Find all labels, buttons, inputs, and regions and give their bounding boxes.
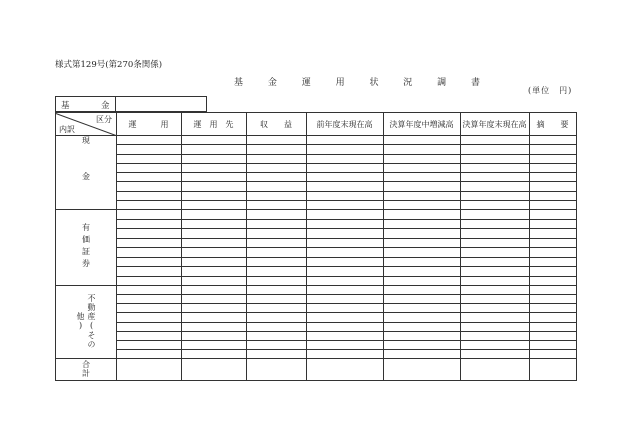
header-col-end-balance: 決算年度末現在高 [462, 119, 527, 129]
section-securities-label: 有価証券 [81, 223, 91, 271]
row-rule [116, 228, 576, 229]
row-rule [116, 340, 576, 341]
header-corner-category: 区分 [96, 115, 112, 124]
header-col-operation: 運 用 [128, 119, 169, 129]
header-rule [56, 135, 576, 136]
row-rule [116, 200, 576, 201]
row-rule [116, 219, 576, 220]
row-rule [116, 191, 576, 192]
row-rule [116, 276, 576, 277]
row-rule [116, 303, 576, 304]
row-rule [116, 144, 576, 145]
fund-label-char-1: 基 [61, 101, 70, 111]
form-number: 様式第129号(第270条関係) [55, 60, 163, 70]
fund-status-table [55, 112, 577, 381]
row-rule [116, 257, 576, 258]
header-corner-breakdown: 内訳 [59, 125, 75, 134]
fund-label-cell [56, 97, 116, 111]
header-col-income: 収 益 [260, 119, 292, 129]
section-cash-label: 現金 [81, 136, 91, 208]
fund-label-char-2: 金 [101, 101, 110, 111]
section-rule [56, 285, 576, 286]
row-rule [116, 266, 576, 267]
row-rule [116, 247, 576, 248]
header-col-remarks: 摘 要 [536, 119, 569, 129]
section-rule [56, 358, 576, 359]
row-rule [116, 294, 576, 295]
row-rule [116, 349, 576, 350]
row-rule [116, 181, 576, 182]
row-rule [116, 163, 576, 164]
header-col-change: 決算年度中増減高 [389, 119, 454, 129]
header-col-destination: 運 用 先 [193, 119, 234, 129]
row-rule [116, 322, 576, 323]
document-title: 基 金 運 用 状 況 調 書 [234, 78, 492, 88]
row-rule [116, 238, 576, 239]
section-total-label: 合計 [81, 360, 91, 378]
row-rule [116, 172, 576, 173]
row-rule [116, 154, 576, 155]
header-col-prev-balance: 前年度末現在高 [316, 119, 373, 129]
row-rule [116, 331, 576, 332]
unit-label: (単位 円) [528, 86, 573, 95]
fund-name-box [55, 96, 207, 112]
row-rule [116, 312, 576, 313]
section-real-estate-label: 不動産(その他) [76, 294, 96, 349]
section-rule [56, 209, 576, 210]
